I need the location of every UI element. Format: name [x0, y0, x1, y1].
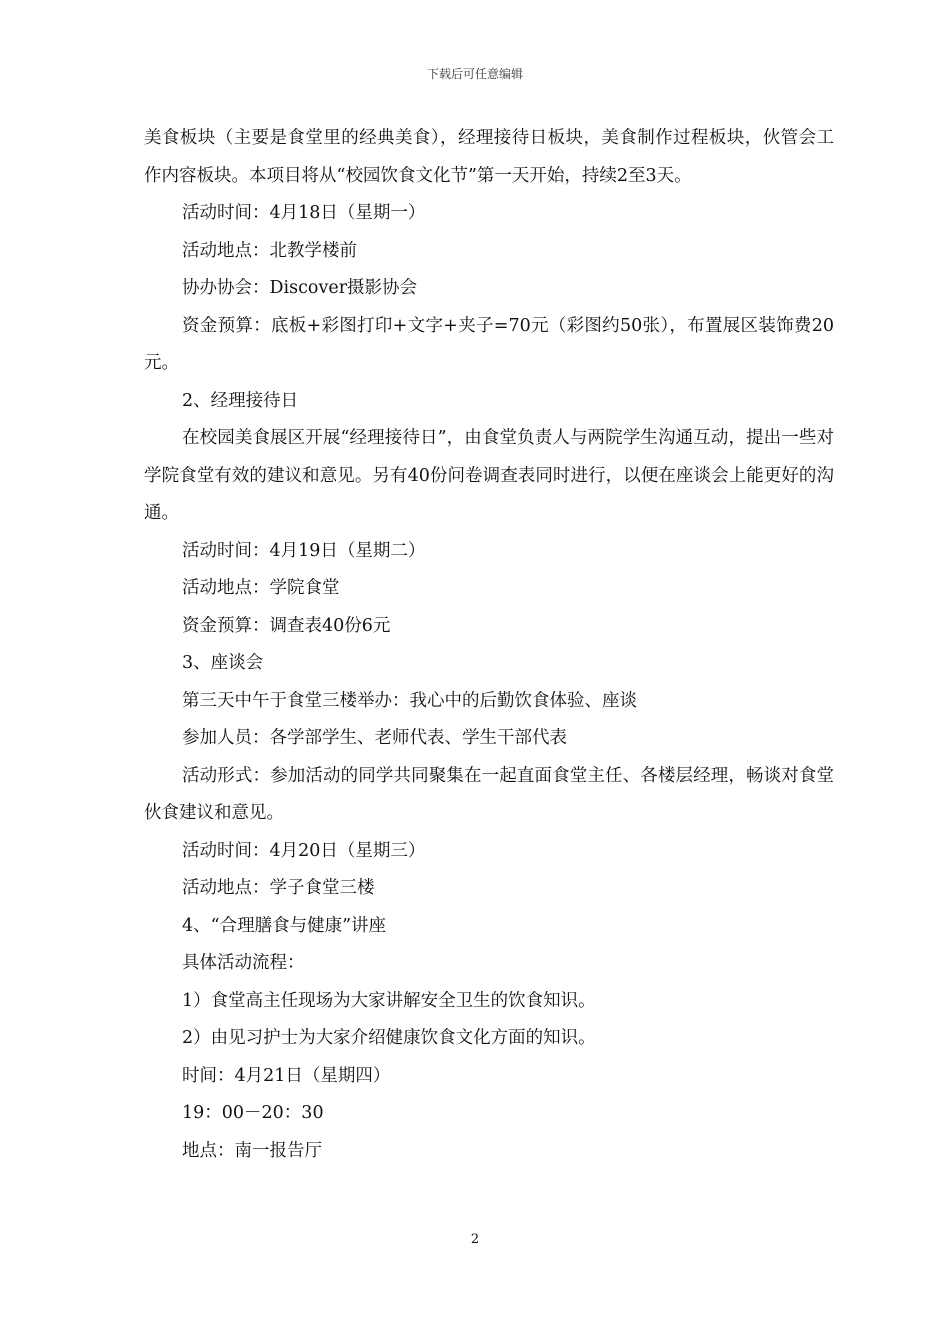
list-item-step-1: 1）食堂高主任现场为大家讲解安全卫生的饮食知识。 — [182, 990, 596, 1011]
paragraph-manager-day: 在校园美食展区开展“经理接待日”，由食堂负责人与两院学生沟通互动，提出一些对学院食堂有效的建议和意见。另有40份问卷调查表同时进行，以便在座谈会上能更好的沟通。 — [144, 428, 834, 523]
paragraph-time-2: 活动时间：4月19日（星期二） — [182, 540, 426, 561]
paragraph-location-2: 活动地点：学院食堂 — [182, 578, 340, 598]
paragraph-symposium-intro: 第三天中午于食堂三楼举办：我心中的后勤饮食体验、座谈 — [182, 690, 637, 711]
paragraph-participants: 参加人员：各学部学生、老师代表、学生干部代表 — [182, 728, 567, 748]
paragraph-location-1: 活动地点：北教学楼前 — [182, 240, 357, 261]
paragraph-budget-1: 资金预算：底板+彩图打印+文字+夹子=70元（彩图约50张），布置展区装饰费20元。 — [144, 315, 834, 373]
paragraph-process-label: 具体活动流程： — [182, 953, 305, 973]
paragraph-food-sections: 美食板块（主要是食堂里的经典美食），经理接待日板块，美食制作过程板块，伙管会工作内容板块。本项目将从“校园饮食文化节”第一天开始，持续2至3天。 — [144, 128, 834, 186]
paragraph-location-3: 活动地点：学子食堂三楼 — [182, 878, 375, 898]
paragraph-location-4: 地点：南一报告厅 — [182, 1140, 322, 1161]
section-heading-lecture: 4、“合理膳食与健康”讲座 — [182, 915, 387, 936]
paragraph-co-organizer: 协办协会：Discover摄影协会 — [182, 278, 418, 298]
paragraph-time-range: 19：00－20：30 — [182, 1103, 324, 1123]
paragraph-time-3: 活动时间：4月20日（星期三） — [182, 840, 426, 861]
paragraph-time-1: 活动时间：4月18日（星期一） — [182, 203, 426, 223]
section-heading-symposium: 3、座谈会 — [182, 653, 264, 673]
paragraph-time-4: 时间：4月21日（星期四） — [182, 1065, 391, 1086]
section-heading-manager-day: 2、经理接待日 — [182, 390, 299, 411]
paragraph-budget-2: 资金预算：调查表40份6元 — [182, 615, 391, 636]
paragraph-activity-form: 活动形式：参加活动的同学共同聚集在一起直面食堂主任、各楼层经理，畅谈对食堂伙食建议和意见。 — [144, 765, 834, 823]
page-number: 2 — [470, 1232, 480, 1247]
page-header: 下载后可任意编辑 — [426, 67, 523, 81]
list-item-step-2: 2）由见习护士为大家介绍健康饮食文化方面的知识。 — [182, 1028, 596, 1048]
document-body — [144, 120, 834, 1170]
